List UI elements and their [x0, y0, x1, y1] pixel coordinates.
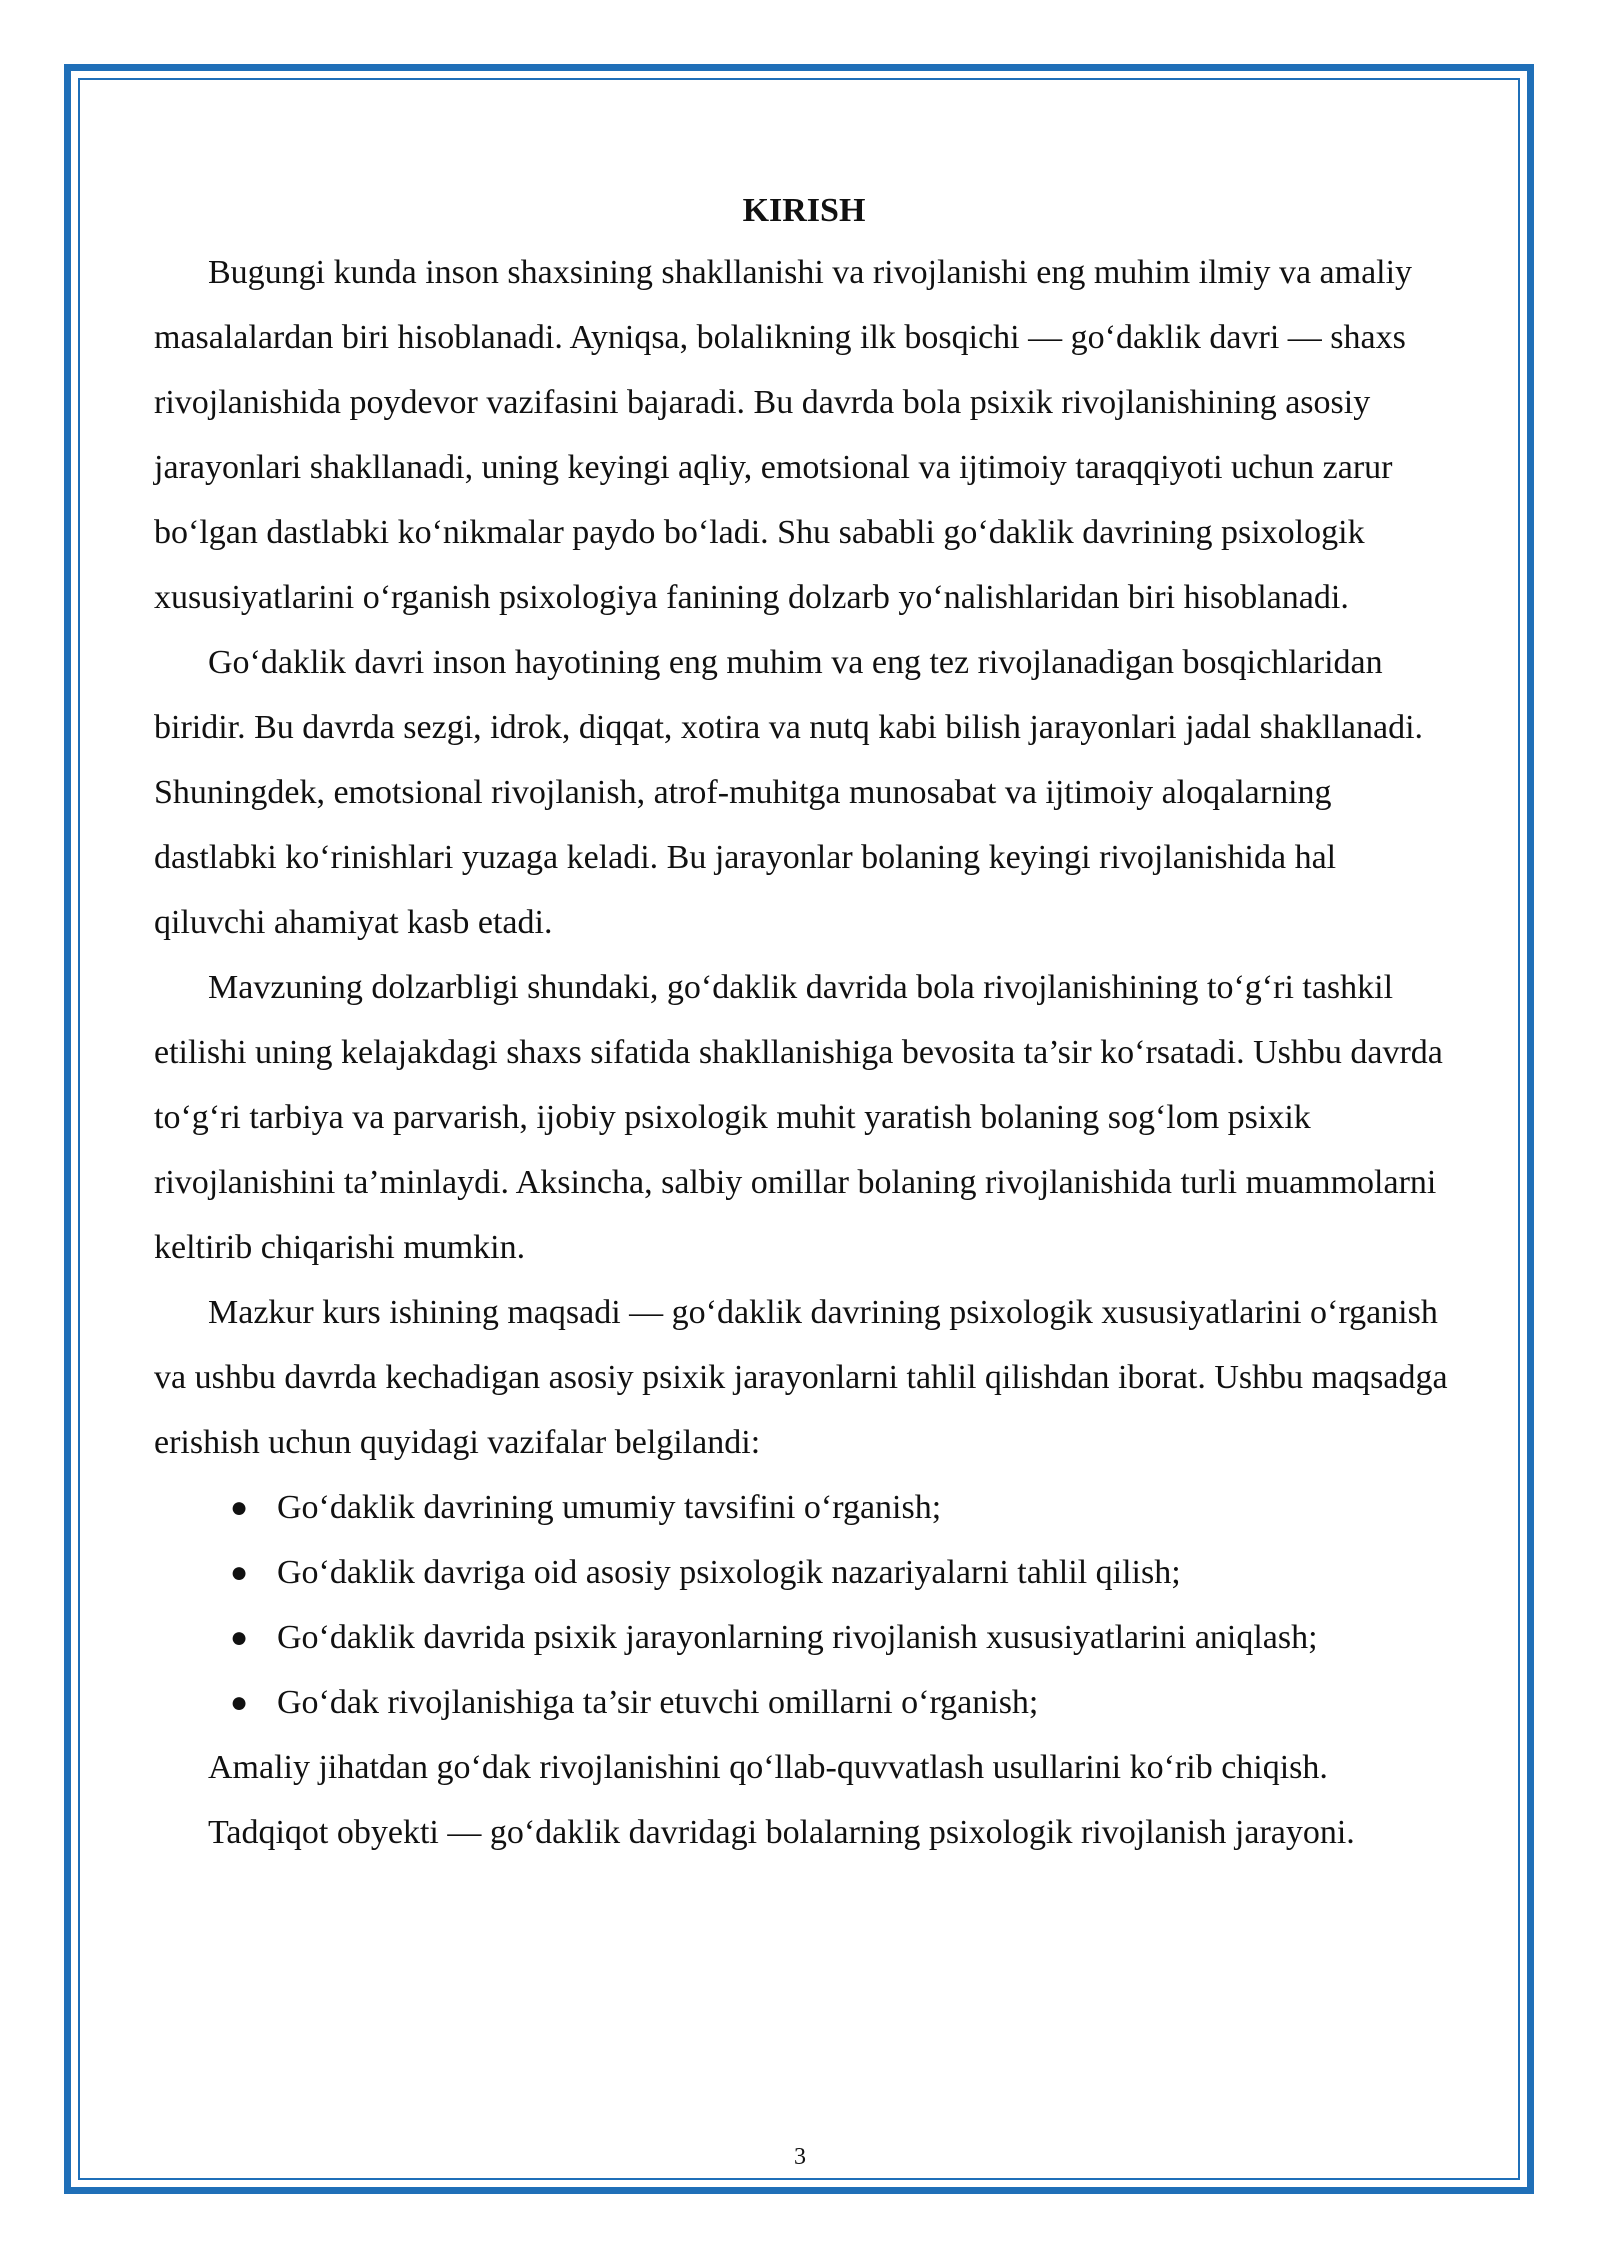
bullet-icon: ● [230, 1686, 249, 1719]
list-item [154, 1670, 1454, 1735]
paragraph-relevance: Mavzuning dolzarbligi shundaki, go‘daklik davrida bola rivojlanishining to‘g‘ri tashkil etilishi uning kelajakdagi shaxs sifatida shakllanishiga bevosita ta’sir ko‘rsatadi. Ushbu davrda to‘g‘ri tarbiya va parvarish, ijobiy psixologik muhit yaratish bolaning sog‘lom psixik rivojlanishini ta’minlaydi. Aksincha, salbiy omillar bolaning rivojlanishida turli muammolarni keltirib chiqarishi mumkin. [154, 969, 1443, 1266]
bullet-icon: ● [230, 1556, 249, 1589]
bullet-icon: ● [230, 1621, 249, 1654]
list-item-text: Go‘dak rivojlanishiga ta’sir etuvchi omillarni o‘rganish; [277, 1684, 1039, 1721]
section-heading: KIRISH [742, 192, 866, 229]
list-item-text: Go‘daklik davriga oid asosiy psixologik nazariyalarni tahlil qilish; [277, 1554, 1181, 1591]
list-item [154, 1475, 1454, 1540]
paragraph-infancy: Go‘daklik davri inson hayotining eng muhim va eng tez rivojlanadigan bosqichlaridan biridir. Bu davrda sezgi, idrok, diqqat, xotira va nutq kabi bilish jarayonlari jadal shakllanadi. Shuningdek, emotsional rivojlanish, atrof-muhitga munosabat va ijtimoiy aloqalarning dastlabki ko‘rinishlari yuzaga keladi. Bu jarayonlar bolaning keyingi rivojlanishida hal qiluvchi ahamiyat kasb etadi. [154, 644, 1424, 941]
paragraph-object: Tadqiqot obyekti — go‘daklik davridagi bolalarning psixologik rivojlanish jarayoni. [208, 1814, 1355, 1851]
task-list [154, 1475, 1454, 1735]
bullet-icon: ● [230, 1491, 249, 1524]
list-item-text: Go‘daklik davrida psixik jarayonlarning rivojlanish xususiyatlarini aniqlash; [277, 1619, 1318, 1656]
paragraph-goal: Mazkur kurs ishining maqsadi — go‘daklik davrining psixologik xususiyatlarini o‘rganish va ushbu davrda kechadigan asosiy psixik jarayonlarni tahlil qilishdan iborat. Ushbu maqsadga erishish uchun quyidagi vazifalar belgilandi: [154, 1294, 1448, 1461]
document-body [154, 186, 1454, 1865]
list-item-text: Go‘daklik davrining umumiy tavsifini o‘rganish; [277, 1489, 942, 1526]
paragraph-practical: Amaliy jihatdan go‘dak rivojlanishini qo‘llab-quvvatlash usullarini ko‘rib chiqish. [208, 1749, 1328, 1786]
list-item [154, 1540, 1454, 1605]
page-number: 3 [794, 2144, 806, 2170]
paragraph-intro: Bugungi kunda inson shaxsining shakllanishi va rivojlanishi eng muhim ilmiy va amaliy masalalardan biri hisoblanadi. Ayniqsa, bolalikning ilk bosqichi — go‘daklik davri — shaxs rivojlanishida poydevor vazifasini bajaradi. Bu davrda bola psixik rivojlanishining asosiy jarayonlari shakllanadi, uning keyingi aqliy, emotsional va ijtimoiy taraqqiyoti uchun zarur bo‘lgan dastlabki ko‘nikmalar paydo bo‘ladi. Shu sababli go‘daklik davrining psixologik xususiyatlarini o‘rganish psixologiya fanining dolzarb yo‘nalishlaridan biri hisoblanadi. [154, 254, 1413, 616]
list-item [154, 1605, 1454, 1670]
